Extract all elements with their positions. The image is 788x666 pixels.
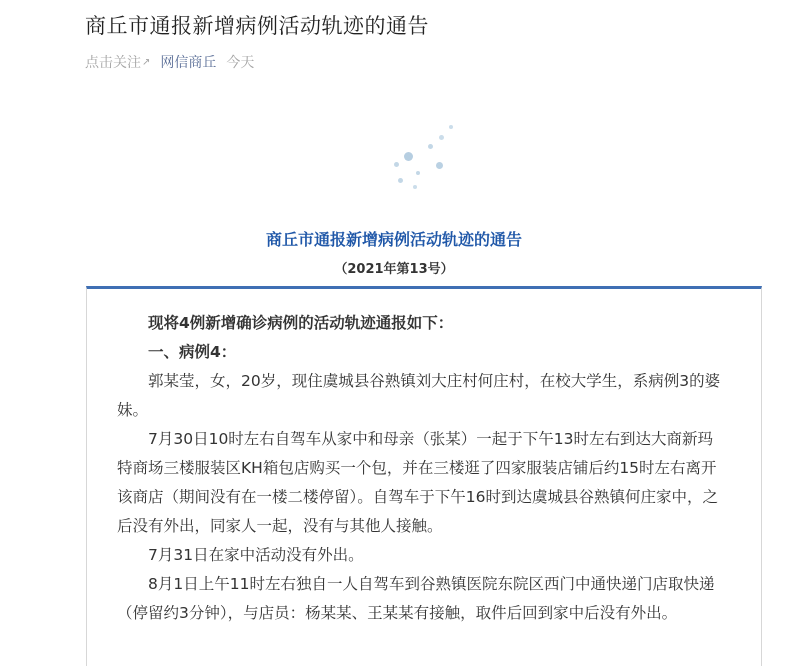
intro-paragraph: 现将4例新增确诊病例的活动轨迹通报如下： bbox=[148, 314, 454, 332]
notice-number: （2021年第13号） bbox=[334, 262, 454, 277]
case-paragraph: 7月30日10时左右自驾车从家中和母亲（张某）一起于下午13时左右到达大商新玛特商场三楼服装区KH箱包店购买一个包，并在三楼逛了四家服装店铺后约15时左右离开该商店（期间没有在一楼二楼停留）。自驾车于下午16时到达虞城县谷熟镇何庄家中，之后没有外出，同家人一起，没有与其他人接触。 bbox=[117, 430, 718, 535]
case-heading: 一、病例4： bbox=[148, 343, 237, 361]
account-name-link[interactable]: 网信商丘 bbox=[160, 55, 217, 71]
case-paragraph: 8月1日上午11时左右独自一人自驾车到谷熟镇医院东院区西门中通快递门店取快递（停留约3分钟），与店员：杨某某、王某某有接触，取件后回到家中后没有外出。 bbox=[117, 575, 715, 622]
article-meta bbox=[85, 52, 254, 72]
image-placeholder bbox=[176, 96, 674, 220]
arrow-icon[interactable]: ↗ bbox=[142, 56, 151, 68]
notice-content-box bbox=[86, 286, 762, 666]
case-paragraph: 郭某莹，女，20岁，现住虞城县谷熟镇刘大庄村何庄村，在校大学生，系病例3的婆妹。 bbox=[117, 372, 721, 419]
article-title: 商丘市通报新增病例活动轨迹的通告 bbox=[85, 14, 429, 38]
notice-title: 商丘市通报新增病例活动轨迹的通告 bbox=[265, 230, 522, 249]
notice-content bbox=[117, 309, 727, 628]
loading-icon bbox=[176, 96, 674, 220]
publish-date: 今天 bbox=[226, 55, 255, 71]
case-paragraph: 7月31日在家中活动没有外出。 bbox=[148, 546, 364, 564]
follow-link[interactable]: 点击关注 bbox=[85, 55, 141, 71]
